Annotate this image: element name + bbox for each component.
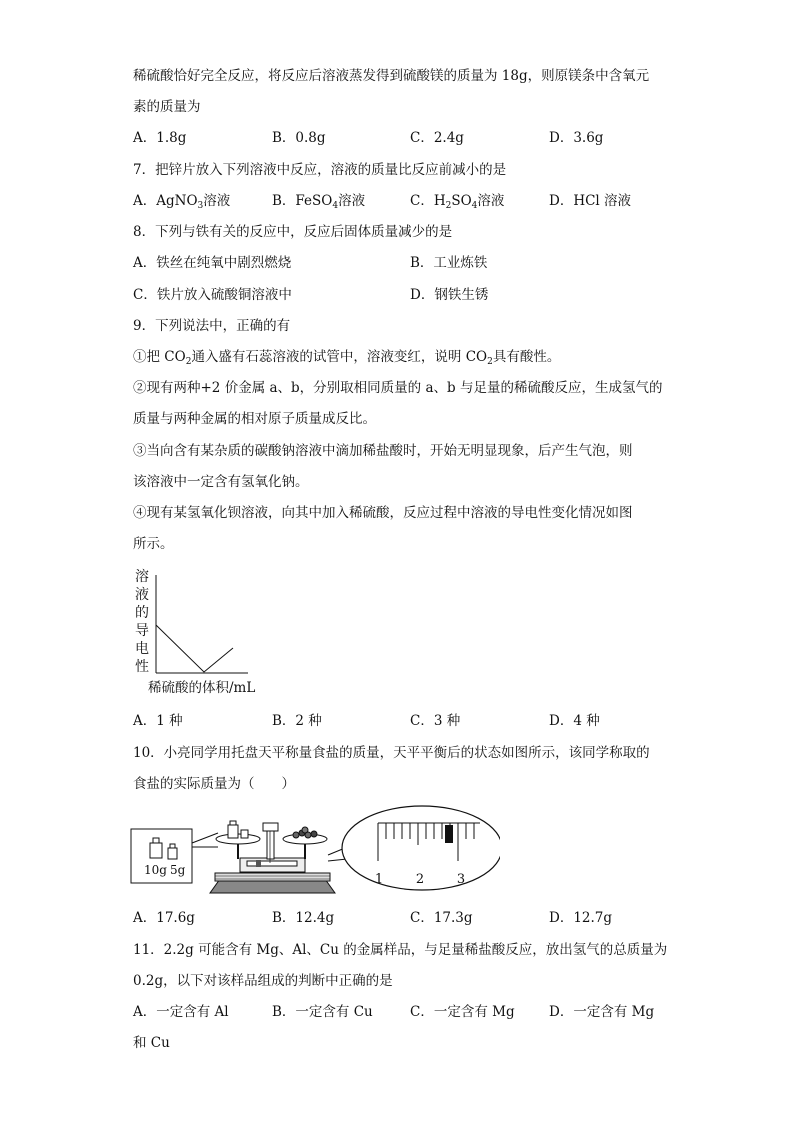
q7-stem: 7．把锌片放入下列溶液中反应，溶液的质量比反应前减小的是: [133, 162, 507, 178]
conductivity-graph: [128, 565, 278, 700]
q9-statement-4-line2: 所示。: [133, 536, 174, 552]
q11-option-a: A．一定含有 Al: [133, 1004, 229, 1020]
scale-label-1: 1: [374, 872, 384, 887]
q6-option-c: C．2.4g: [410, 130, 464, 146]
q9-stem: 9．下列说法中，正确的有: [133, 318, 291, 334]
q10-stem-line2: 食盐的实际质量为（ ）: [133, 776, 295, 792]
balance-icon: [210, 821, 335, 893]
weight-label-10g: 10g: [144, 863, 167, 877]
q9-option-a: A．1 种: [133, 713, 183, 729]
q9-statement-4-line1: ④现有某氢氧化钡溶液，向其中加入稀硫酸，反应过程中溶液的导电性变化情况如图: [133, 505, 633, 521]
q8-stem: 8．下列与铁有关的反应中，反应后固体质量减少的是: [133, 224, 453, 240]
q10-option-d: D．12.7g: [549, 910, 613, 926]
q9-option-c: C．3 种: [410, 713, 461, 729]
q9-statement-3-line2: 该溶液中一定含有氢氧化钠。: [133, 474, 309, 490]
q11-option-c: C．一定含有 Mg: [410, 1004, 515, 1020]
graph-ylabel-char-6: 性: [135, 659, 149, 675]
q11-option-d: D．一定含有 Mg: [549, 1004, 655, 1020]
q10-option-a: A．17.6g: [133, 910, 195, 926]
q9-statement-2-line1: ②现有两种+2 价金属 a、b，分别取相同质量的 a、b 与足量的稀硫酸反应，生成氢气的: [133, 380, 663, 396]
graph-curve: [156, 625, 233, 672]
q9-option-b: B．2 种: [272, 713, 322, 729]
q6-option-a: A．1.8g: [133, 130, 187, 146]
q6-stem-line2: 素的质量为: [133, 99, 201, 115]
q8-option-b: B．工业炼铁: [410, 255, 488, 271]
q10-option-b: B．12.4g: [272, 910, 335, 926]
q9-statement-3-line1: ③当向含有某杂质的碳酸钠溶液中滴加稀盐酸时，开始无明显现象，后产生气泡，则: [133, 443, 633, 459]
q8-option-d: D．钢铁生锈: [410, 287, 489, 303]
q8-option-c: C．铁片放入硫酸铜溶液中: [133, 287, 292, 303]
q9-option-d: D．4 种: [549, 713, 600, 729]
graph-ylabel-char-5: 电: [135, 641, 149, 657]
q7-option-a: A．AgNO$_3$溶液: [133, 193, 231, 211]
q11-stem-line1: 11．2.2g 可能含有 Mg、Al、Cu 的金属样品，与足量稀盐酸反应，放出氢气的总质量为: [133, 942, 668, 958]
q7-option-d: D．HCl 溶液: [549, 193, 632, 209]
q11-option-b: B．一定含有 Cu: [272, 1004, 373, 1020]
q9-statement-1: ①把 $CO_2$通入盛有石蕊溶液的试管中，溶液变红，说明 $CO_2$具有酸性。: [133, 349, 561, 367]
q6-option-b: B．0.8g: [272, 130, 326, 146]
rider-marker: [445, 825, 453, 843]
q11-stem-line2: 0.2g，以下对该样品组成的判断中正确的是: [133, 973, 393, 989]
q9-statement-2-line2: 质量与两种金属的相对原子质量成反比。: [133, 411, 376, 427]
weight-label-5g: 5g: [170, 863, 186, 877]
q7-option-c: C．$H_2SO_4$溶液: [410, 193, 505, 211]
graph-ylabel-char-2: 液: [135, 587, 149, 603]
graph-xlabel: 稀硫酸的体积/mL: [148, 680, 256, 696]
scale-label-3: 3: [456, 872, 466, 887]
q6-option-d: D．3.6g: [549, 130, 604, 146]
q6-stem-line1: 稀硫酸恰好完全反应，将反应后溶液蒸发得到硫酸镁的质量为 18g，则原镁条中含氧元: [133, 68, 650, 84]
graph-ylabel-char-4: 导: [135, 623, 149, 639]
q10-option-c: C．17.3g: [410, 910, 473, 926]
q8-option-a: A．铁丝在纯氧中剧烈燃烧: [133, 255, 292, 271]
q10-stem-line1: 10．小亮同学用托盘天平称量食盐的质量，天平平衡后的状态如图所示，该同学称取的: [133, 745, 650, 761]
q11-option-d-continuation: 和 Cu: [133, 1035, 170, 1051]
q7-option-b: B．FeSO$_4$溶液: [272, 193, 366, 211]
graph-ylabel-char-3: 的: [135, 605, 149, 621]
graph-ylabel-char-1: 溶: [135, 569, 149, 585]
balance-figure: [130, 803, 500, 903]
scale-label-2: 2: [415, 872, 425, 887]
